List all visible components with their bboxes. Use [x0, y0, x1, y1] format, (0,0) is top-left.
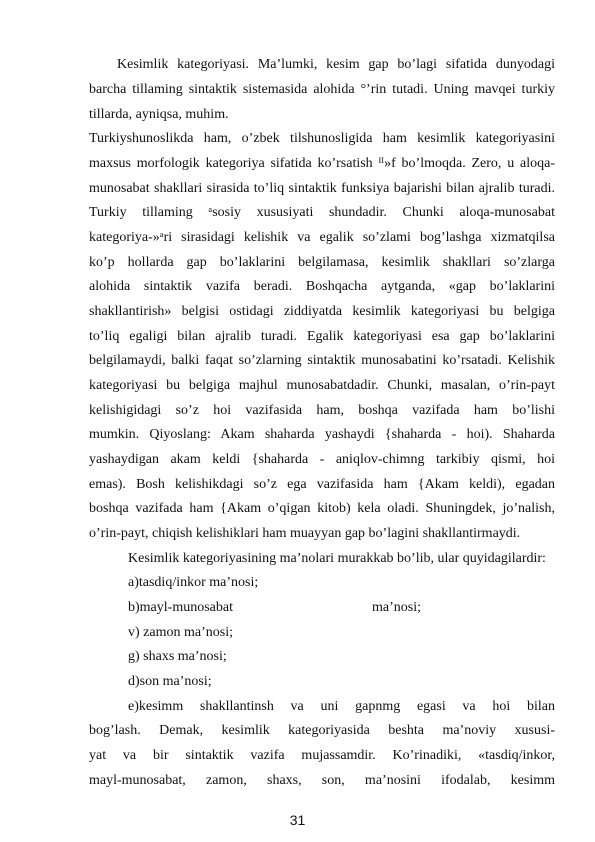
- paragraph-line: Turkiyshunoslikda ham, o’zbek tilshunosligida ham kesimlik kategoriyasini: [89, 131, 555, 146]
- page-number: 31: [289, 812, 306, 828]
- list-item: a)tasdiq/inkor ma’nosi;: [128, 575, 259, 590]
- paragraph-line: kelishigidagi so’z hoi vazifasida ham, boshqa vazifada ham bo’lishi: [89, 403, 555, 418]
- paragraph-line: kategoriya-»ᵃri sirasidagi kelishik va egalik so’zlami bog’lashga xizmatqilsa: [89, 230, 555, 245]
- paragraph-line: shakllantirish» belgisi ostidagi ziddiyatda kesimlik kategoriyasi bu belgiga: [89, 304, 555, 319]
- list-intro: Kesimlik kategoriyasining ma’nolari murakkab bo’lib, ular quyidagilardir:: [128, 551, 546, 566]
- list-item: d)son ma’nosi;: [128, 674, 212, 689]
- paragraph-line: mumkin. Qiyoslang: Akam shaharda yashaydi {shaharda - hoi). Shaharda: [89, 427, 555, 442]
- paragraph-line: barcha tillaming sintaktik sistemasida alohida °’rin tutadi. Uning mavqei turkiy: [89, 82, 555, 97]
- paragraph-line: belgilamaydi, balki faqat so’zlarning sintaktik munosabatini ko’rsatadi. Kelishik: [89, 353, 555, 368]
- list-item: e)kesimm shakllantinsh va uni gapnmg egasi va hoi bilan: [128, 699, 555, 714]
- paragraph-line: bog’lash. Demak, kesimlik kategoriyasida beshta ma’noviy xususi-: [89, 723, 555, 738]
- list-item: g) shaxs ma’nosi;: [128, 649, 227, 664]
- paragraph-line: yat va bir sintaktik vazifa mujassamdir. Ko’rinadiki, «tasdiq/inkor,: [89, 748, 555, 763]
- paragraph-line: mayl-munosabat, zamon, shaxs, son, ma’nosini ifodalab, kesimm: [89, 773, 555, 788]
- paragraph-line: boshqa vazifada ham {Akam o’qigan kitob) kela oladi. Shuningdek, jo’nalish,: [89, 501, 555, 516]
- paragraph-line: emas). Bosh kelishikdagi so’z ega vazifasida ham {Akam keldi), egadan: [89, 477, 555, 492]
- list-item: b)mayl-munosabat: [128, 600, 233, 615]
- paragraph-line: Kesimlik kategoriyasi. Ma’lumki, kesim gap bo’lagi sifatida dunyodagi: [117, 57, 555, 72]
- paragraph-line: maxsus morfologik kategoriya sifatida ko’rsatish ᴵᴵ»f bo’lmoqda. Zero, u aloqa-: [89, 156, 555, 171]
- paragraph-line: kategoriyasi bu belgiga majhul munosabatdadir. Chunki, masalan, o’rin-payt: [89, 378, 555, 393]
- paragraph-line: alohida sintaktik vazifa beradi. Boshqacha aytganda, «gap bo’laklarini: [89, 279, 555, 294]
- paragraph-line: Turkiy tillaming ᵃsosiy xususiyati shundadir. Chunki aloqa-munosabat: [89, 205, 555, 220]
- paragraph-line: o’rin-payt, chiqish kelishiklari ham muayyan gap bo’lagini shakllantirmaydi.: [89, 526, 521, 541]
- paragraph-line: munosabat shakllari sirasida to’liq sintaktik funksiya bajarishi bilan ajralib turadi.: [89, 181, 555, 196]
- paragraph-line: to’liq egaligi bilan ajralib turadi. Egalik kategoriyasi esa gap bo’laklarini: [89, 329, 555, 344]
- list-item-tail: ma’nosi;: [372, 600, 421, 615]
- paragraph-line: yashaydigan akam keldi {shaharda - aniqlov-chimng tarkibiy qismi, hoi: [89, 452, 555, 467]
- paragraph-line: tillarda, ayniqsa, muhim.: [89, 107, 229, 122]
- list-item: v) zamon ma’nosi;: [128, 625, 233, 640]
- paragraph-line: ko’p hollarda gap bo’laklarini belgilamasa, kesimlik shakllari so’zlarga: [89, 255, 555, 270]
